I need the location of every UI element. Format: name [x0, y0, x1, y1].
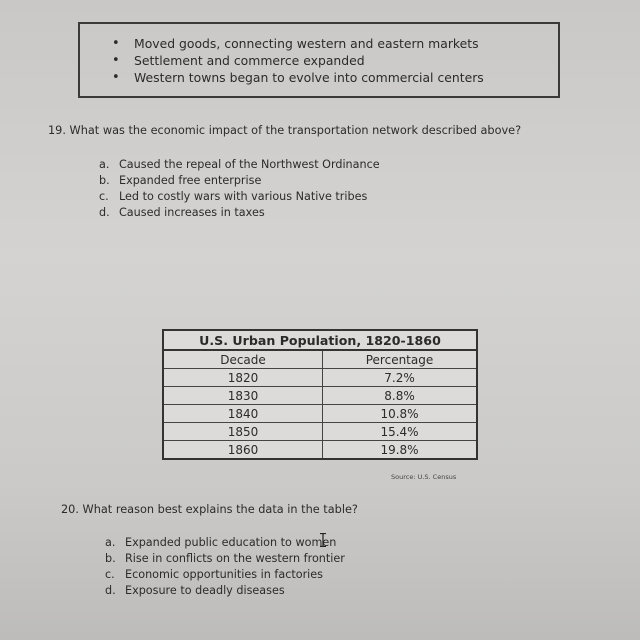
text-cursor-icon	[319, 533, 327, 547]
table-title: U.S. Urban Population, 1820-1860	[163, 330, 477, 350]
question-20: 20. What reason best explains the data in the table?	[61, 503, 358, 516]
decade-cell: 1840	[163, 405, 323, 423]
column-header-percentage: Percentage	[323, 350, 478, 369]
q20-option-a[interactable]: a. Expanded public education to women	[105, 536, 337, 549]
column-header-decade: Decade	[163, 350, 323, 369]
decade-cell: 1830	[163, 387, 323, 405]
percentage-cell: 19.8%	[323, 441, 478, 460]
q19-option-c[interactable]: c. Led to costly wars with various Native tribes	[99, 190, 368, 203]
bullet-item: • Moved goods, connecting western and eastern markets	[112, 35, 484, 52]
q19-option-b[interactable]: b. Expanded free enterprise	[99, 174, 262, 187]
table-row	[163, 441, 477, 460]
percentage-cell: 8.8%	[323, 387, 478, 405]
q20-option-b[interactable]: b. Rise in conflicts on the western frontier	[105, 552, 345, 565]
table-row	[163, 387, 477, 405]
decade-cell: 1820	[163, 369, 323, 387]
bullet-item: • Western towns began to evolve into commercial centers	[112, 69, 484, 86]
urban-population-table	[162, 329, 478, 460]
table-row	[163, 405, 477, 423]
q20-option-c[interactable]: c. Economic opportunities in factories	[105, 568, 323, 581]
table-row	[163, 423, 477, 441]
q20-option-d[interactable]: d. Exposure to deadly diseases	[105, 584, 285, 597]
table-source: Source: U.S. Census	[391, 473, 457, 481]
question-19: 19. What was the economic impact of the transportation network described above?	[48, 124, 522, 137]
q20-options	[105, 535, 345, 599]
decade-cell: 1850	[163, 423, 323, 441]
q19-option-a[interactable]: a. Caused the repeal of the Northwest Ordinance	[99, 158, 380, 171]
percentage-cell: 10.8%	[323, 405, 478, 423]
percentage-cell: 7.2%	[323, 369, 478, 387]
q19-option-d[interactable]: d. Caused increases in taxes	[99, 206, 265, 219]
decade-cell: 1860	[163, 441, 323, 460]
bullet-list	[112, 35, 484, 86]
q19-options	[99, 157, 380, 221]
info-box	[78, 22, 560, 98]
bullet-item: • Settlement and commerce expanded	[112, 52, 484, 69]
percentage-cell: 15.4%	[323, 423, 478, 441]
table-row	[163, 369, 477, 387]
